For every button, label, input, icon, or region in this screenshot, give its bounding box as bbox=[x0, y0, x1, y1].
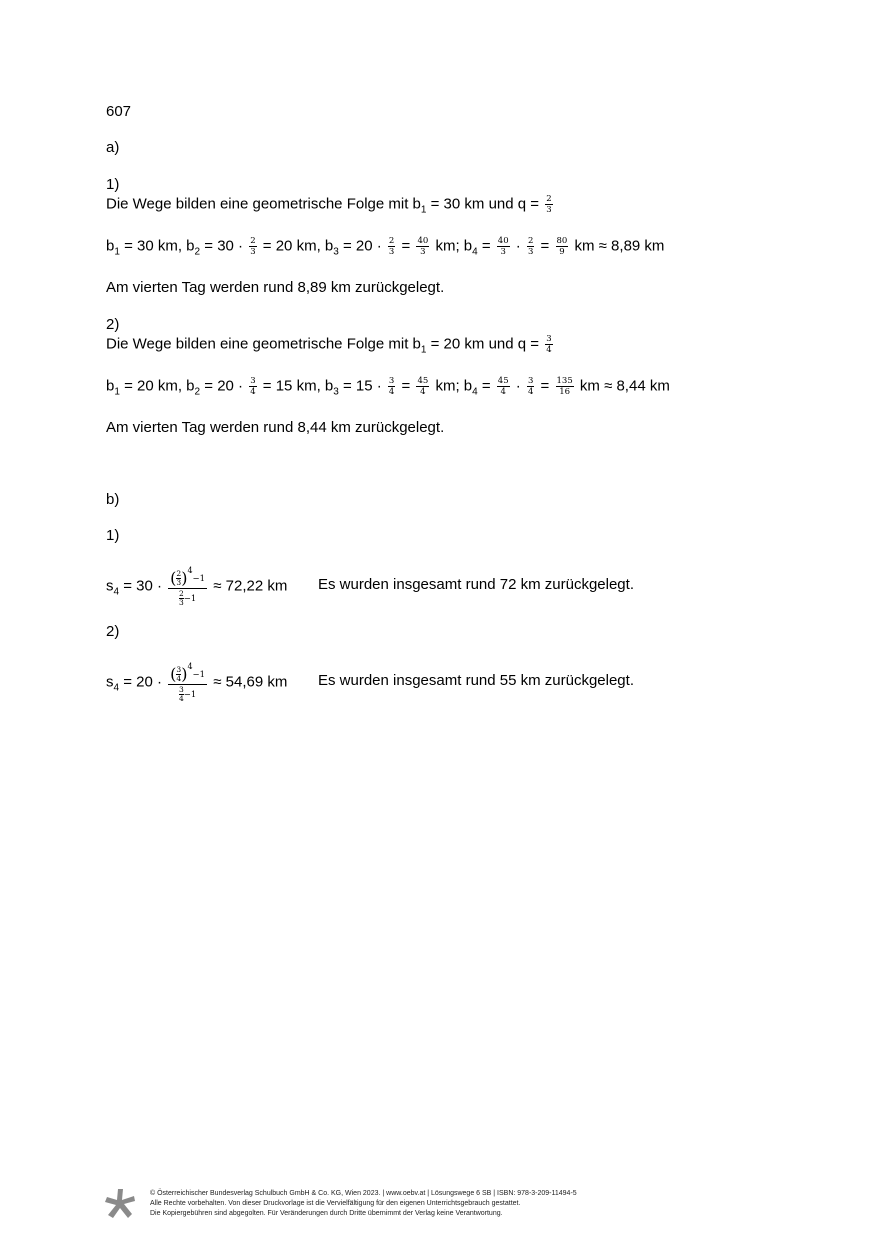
frac-den: 4 bbox=[250, 387, 256, 397]
intro-mid: = 30 km und q = bbox=[426, 195, 544, 213]
fraction bbox=[388, 236, 395, 257]
part-b2-formula bbox=[106, 662, 287, 703]
calc-text: km ≈ 8,89 km bbox=[570, 237, 665, 255]
fraction bbox=[416, 376, 429, 397]
frac-num: 3 bbox=[250, 376, 256, 386]
frac-den: 3 bbox=[500, 247, 506, 257]
footer-rights: Alle Rechte vorbehalten. Von dieser Druckvorlage ist die Vervielfältigung für den eigenen Unterrichtsgebrauch gestattet. bbox=[150, 1200, 521, 1207]
s-text: = 30 · bbox=[119, 577, 167, 595]
frac-den: 3 bbox=[527, 247, 534, 257]
sum-denominator bbox=[168, 589, 207, 607]
frac-den: 9 bbox=[559, 247, 565, 257]
fraction bbox=[527, 376, 534, 397]
frac-den: 4 bbox=[527, 387, 534, 397]
exercise-number: 607 bbox=[106, 103, 132, 120]
ratio-num: 3 bbox=[176, 665, 182, 674]
frac-num: 40 bbox=[417, 236, 429, 246]
part-a2-intro bbox=[106, 334, 555, 355]
fraction bbox=[249, 376, 256, 397]
q-num: 2 bbox=[546, 194, 552, 204]
calc-text: = 20 · bbox=[200, 377, 248, 395]
frac-den: 3 bbox=[420, 247, 426, 257]
frac-num: 135 bbox=[556, 376, 573, 386]
frac-den: 3 bbox=[250, 247, 256, 257]
intro-sub: 1 bbox=[420, 344, 427, 356]
footer-fees: Die Kopiergebühren sind abgegolten. Für Veränderungen durch Dritte übernimmt der Verlag keine Verantwortung. bbox=[150, 1210, 503, 1217]
ratio-den: 3 bbox=[176, 578, 182, 587]
intro-text: Die Wege bilden eine geometrische Folge mit b bbox=[106, 195, 421, 213]
part-b2-label: 2) bbox=[106, 623, 120, 640]
frac-num: 45 bbox=[417, 376, 429, 386]
calc-text: = 20 km, b bbox=[119, 377, 195, 395]
q-den: 3 bbox=[546, 205, 552, 215]
frac-den: 4 bbox=[420, 387, 426, 397]
sum-denominator bbox=[168, 685, 207, 703]
calc-text: = 20 · bbox=[338, 237, 386, 255]
ratio-num: 2 bbox=[178, 589, 184, 598]
fraction bbox=[556, 376, 574, 397]
calc-sub: 2 bbox=[194, 386, 201, 398]
part-b-label: b) bbox=[106, 491, 120, 508]
s-label: s bbox=[106, 673, 114, 691]
part-b2-answer: Es wurden insgesamt rund 55 km zurückgelegt. bbox=[318, 672, 634, 689]
q-num: 3 bbox=[546, 334, 552, 344]
calc-sub: 2 bbox=[194, 246, 201, 258]
part-a1-intro bbox=[106, 194, 555, 215]
calc-text: = 30 · bbox=[200, 237, 248, 255]
exponent: 4 bbox=[187, 566, 193, 575]
part-a2-calculation bbox=[106, 376, 670, 397]
exponent: 4 bbox=[187, 662, 193, 671]
intro-sub: 1 bbox=[420, 204, 427, 216]
calc-text: = bbox=[477, 377, 495, 395]
calc-text: km ≈ 8,44 km bbox=[575, 377, 670, 395]
frac-den: 16 bbox=[559, 387, 571, 397]
s-text: = 20 · bbox=[119, 673, 167, 691]
fraction bbox=[497, 236, 510, 257]
s-sub: 4 bbox=[113, 586, 120, 598]
calc-text: km; b bbox=[431, 377, 473, 395]
part-b1-formula bbox=[106, 566, 287, 607]
fraction bbox=[388, 376, 395, 397]
calc-sub: 1 bbox=[114, 386, 120, 398]
frac-num: 3 bbox=[388, 376, 395, 386]
frac-num: 2 bbox=[527, 236, 534, 246]
fraction bbox=[416, 236, 429, 257]
calc-text: · bbox=[511, 237, 525, 255]
s-sub: 4 bbox=[113, 682, 120, 694]
calc-text: b bbox=[106, 237, 115, 255]
sum-fraction bbox=[168, 566, 207, 607]
q-fraction bbox=[545, 334, 552, 355]
publisher-logo-icon bbox=[104, 1188, 136, 1220]
ratio-num: 2 bbox=[176, 569, 182, 578]
calc-sub: 1 bbox=[114, 246, 120, 258]
q-den: 4 bbox=[546, 345, 552, 355]
calc-text: = 30 km, b bbox=[119, 237, 195, 255]
minus-one: −1 bbox=[183, 690, 197, 700]
minus-one: −1 bbox=[192, 670, 206, 680]
frac-num: 40 bbox=[497, 236, 509, 246]
sum-fraction bbox=[168, 662, 207, 703]
calc-text: b bbox=[106, 377, 115, 395]
calc-sub: 4 bbox=[472, 386, 478, 398]
minus-one: −1 bbox=[183, 594, 197, 604]
frac-num: 2 bbox=[250, 236, 256, 246]
part-a1-calculation bbox=[106, 236, 664, 257]
frac-num: 45 bbox=[497, 376, 509, 386]
s-result: ≈ 72,22 km bbox=[209, 577, 288, 595]
fraction bbox=[527, 236, 534, 257]
calc-text: = bbox=[477, 237, 495, 255]
footer-copyright: © Österreichischer Bundesverlag Schulbuch GmbH & Co. KG, Wien 2023. | www.oebv.at | Lösungswege 6 SB | ISBN: 978-3-209-11494-5 bbox=[150, 1190, 577, 1197]
calc-text: = bbox=[397, 237, 415, 255]
s-result: ≈ 54,69 km bbox=[209, 673, 288, 691]
frac-den: 3 bbox=[388, 247, 395, 257]
minus-one: −1 bbox=[192, 574, 206, 584]
calc-text: = bbox=[536, 377, 554, 395]
sum-numerator: ( $\frac{2}{3}$ )4−1 bbox=[170, 566, 206, 588]
ratio-den: 4 bbox=[178, 694, 184, 703]
calc-sub: 3 bbox=[333, 246, 339, 258]
part-b1-label: 1) bbox=[106, 527, 120, 544]
s-label: s bbox=[106, 577, 114, 595]
ratio-den: 3 bbox=[178, 598, 184, 607]
part-a2-conclusion: Am vierten Tag werden rund 8,44 km zurückgelegt. bbox=[106, 419, 445, 436]
fraction bbox=[249, 236, 256, 257]
frac-num: 2 bbox=[388, 236, 395, 246]
calc-text: = bbox=[536, 237, 554, 255]
fraction bbox=[497, 376, 510, 397]
q-fraction bbox=[545, 194, 552, 215]
calc-sub: 3 bbox=[333, 386, 339, 398]
frac-den: 4 bbox=[500, 387, 506, 397]
calc-text: = 15 km, b bbox=[258, 377, 334, 395]
part-a1-conclusion: Am vierten Tag werden rund 8,89 km zurückgelegt. bbox=[106, 279, 445, 296]
ratio-num: 3 bbox=[178, 685, 184, 694]
frac-num: 80 bbox=[556, 236, 568, 246]
part-a1-label: 1) bbox=[106, 176, 120, 193]
calc-text: = 15 · bbox=[338, 377, 386, 395]
sum-numerator: ( $\frac{3}{4}$ )4−1 bbox=[170, 662, 206, 684]
part-a2-label: 2) bbox=[106, 316, 120, 333]
intro-text: Die Wege bilden eine geometrische Folge mit b bbox=[106, 335, 421, 353]
calc-text: · bbox=[511, 377, 525, 395]
frac-num: 3 bbox=[527, 376, 534, 386]
intro-mid: = 20 km und q = bbox=[426, 335, 544, 353]
part-a-label: a) bbox=[106, 139, 120, 156]
calc-text: km; b bbox=[431, 237, 473, 255]
calc-sub: 4 bbox=[472, 246, 478, 258]
fraction bbox=[556, 236, 569, 257]
footer bbox=[150, 1189, 577, 1219]
calc-text: = 20 km, b bbox=[258, 237, 334, 255]
part-b1-answer: Es wurden insgesamt rund 72 km zurückgelegt. bbox=[318, 576, 634, 593]
calc-text: = bbox=[397, 377, 415, 395]
ratio-den: 4 bbox=[176, 674, 182, 683]
frac-den: 4 bbox=[388, 387, 395, 397]
